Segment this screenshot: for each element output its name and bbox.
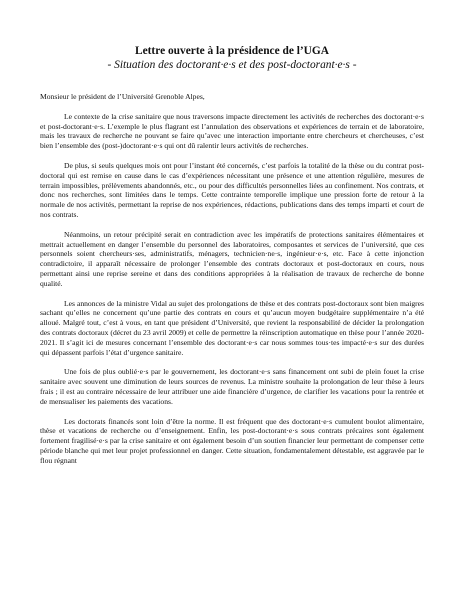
- letter-paragraph-1: Le contexte de la crise sanitaire que nous traversons impacte directement les activités de recherches des doctorant·e·s et post-doctorant·e·s. L’exemple le plus flagrant est l’annulation des observations et expériences de terrain et de laboratoire, mais les travaux de recherche ne pouvant se faire qu’avec une interaction importante entre chercheurs et chercheuses, c’est bien l’ensemble des (post-)doctorant·e·s qui ont dû ralentir leurs activités de recherches.: [40, 111, 424, 151]
- letter-page: [40, 44, 424, 476]
- letter-paragraph-4: Les annonces de la ministre Vidal au sujet des prolongations de thèse et des contrats post-doctoraux sont bien maigres sachant qu’elles ne concernent qu’une partie des contrats en cours et qu’aucun moyen budgétaire supplémentaire n’a été alloué. Malgré tout, c’est à vous, en tant que président d’Université, que revient la responsabilité de décider la prolongation des contrats doctoraux (décret du 23 avril 2009) et celle de permettre la réinscription automatique en thèse pour l’année 2020-2021. Il s’agit ici de mesures concernant l’ensemble des doctorant·e·s car nous sommes tous·tes impacté·e·s sur des durées qui dépassent parfois l’état d’urgence sanitaire.: [40, 298, 424, 357]
- letter-subtitle: - Situation des doctorant·e·s et des post-doctorant·e·s -: [107, 59, 357, 71]
- letter-title: Lettre ouverte à la présidence de l’UGA: [134, 45, 329, 57]
- letter-paragraph-2: De plus, si seuls quelques mois ont pour l’instant été concernés, c’est parfois la totalité de la thèse ou du contrat post-doctoral qui est remise en cause dans le cas d’expériences nécessitant une présence et une attention régulière, mesures de terrain impossibles, prélèvements abandonnés, etc., ou pour des difficultés personnelles liées au confinement. Nos contrats, et donc nos recherches, sont limitées dans le temps. Cette contrainte temporelle implique une pression forte de retour à la normale de nos activités, permettant la reprise de nos expériences, rédactions, publications dans des temps imparti et court de nos contrats.: [40, 160, 424, 219]
- letter-paragraph-5: Une fois de plus oublié·e·s par le gouvernement, les doctorant·e·s sans financement ont subi de plein fouet la crise sanitaire avec souvent une diminution de leurs sources de revenus. La ministre souhaite la prolongation de leur thèse à leurs frais ; il est au contraire nécessaire de leur attribuer une aide financière d’urgence, de clarifier les vacations pour la rentrée et de mensualiser les paiements des vacations.: [40, 367, 424, 406]
- letter-salutation: Monsieur le président de l’Université Grenoble Alpes,: [40, 92, 205, 101]
- letter-paragraph-3: Néanmoins, un retour précipité serait en contradiction avec les impératifs de protections sanitaires élémentaires et mettrait actuellement en danger l’ensemble du personnel des laboratoires, composantes et services de l’université, que ces personnels soient chercheurs·ses, administratifs, ménagers, technicien·ne·s, ingénieur·e·s, etc. Face à cette injonction contradictoire, il apparaît nécessaire de prolonger l’ensemble des contrats doctoraux et post-doctoraux en cours, nous permettant ainsi une reprise sereine et dans des conditions appropriées à la réalisation de travaux de recherche de bonne qualité.: [40, 229, 424, 288]
- letter-paragraph-6: Les doctorats financés sont loin d’être la norme. Il est fréquent que des doctorant·e·s cumulent boulot alimentaire, thèse et vacations de recherche ou d’enseignement. Enfin, les post-doctorant·e·s sous contrats précaires sont également fortement fragilisé·e·s par la crise sanitaire et ont également besoin d’un soutien financier leur permettant de compenser cette période blanche qui met leur projet professionnel en danger. Cette situation, fondamentalement détestable, est aggravée par le flou régnant: [40, 416, 424, 465]
